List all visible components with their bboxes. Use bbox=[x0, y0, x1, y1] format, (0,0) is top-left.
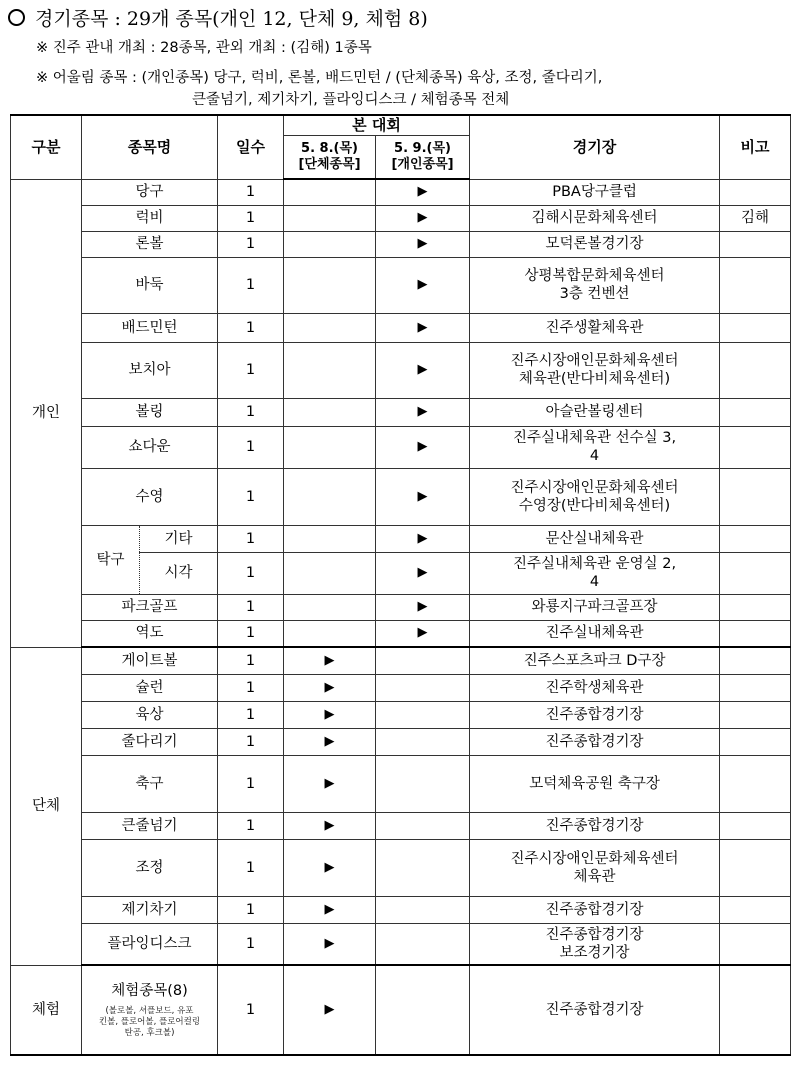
table-row bbox=[11, 812, 791, 839]
day1-cell bbox=[284, 257, 376, 313]
table-row bbox=[11, 468, 791, 525]
table-row bbox=[11, 728, 791, 755]
remark bbox=[720, 231, 791, 257]
remark bbox=[720, 701, 791, 728]
table-row bbox=[11, 205, 791, 231]
remark bbox=[720, 965, 791, 1055]
remark bbox=[720, 525, 791, 552]
experience-detail: 킨볼, 플로어볼, 플로어컬링 bbox=[98, 1016, 201, 1027]
day1-cell bbox=[284, 468, 376, 525]
remark bbox=[720, 468, 791, 525]
header-day1: 5. 8.(목) [단체종목] bbox=[284, 135, 376, 179]
day2-marker: ▶ bbox=[376, 594, 470, 620]
day2-cell bbox=[376, 965, 470, 1055]
event-name: 제기차기 bbox=[82, 896, 218, 923]
day2-marker: ▶ bbox=[376, 525, 470, 552]
event-name: 볼링 bbox=[82, 398, 218, 426]
event-name: 당구 bbox=[82, 179, 218, 205]
event-days: 1 bbox=[218, 701, 284, 728]
header-remark: 비고 bbox=[720, 115, 791, 179]
day2-marker: ▶ bbox=[376, 313, 470, 342]
event-name: 쇼다운 bbox=[82, 426, 218, 468]
group-individual: 개인 bbox=[11, 179, 82, 647]
day1-marker: ▶ bbox=[284, 647, 376, 674]
group-experience: 체험 bbox=[11, 965, 82, 1055]
event-name: 시각 bbox=[140, 552, 218, 594]
day2-cell bbox=[376, 755, 470, 812]
event-name: 조정 bbox=[82, 839, 218, 896]
venue: 진주시장애인문화체육센터 체육관(반다비체육센터) bbox=[470, 342, 720, 398]
venue: 진주종합경기장 bbox=[470, 812, 720, 839]
day2-cell bbox=[376, 896, 470, 923]
table-row bbox=[11, 426, 791, 468]
day2-marker: ▶ bbox=[376, 468, 470, 525]
day1-marker: ▶ bbox=[284, 839, 376, 896]
event-name: 수영 bbox=[82, 468, 218, 525]
day1-cell bbox=[284, 620, 376, 647]
day1-cell bbox=[284, 342, 376, 398]
event-days: 1 bbox=[218, 728, 284, 755]
remark bbox=[720, 552, 791, 594]
header-event: 종목명 bbox=[82, 115, 218, 179]
day2-cell bbox=[376, 812, 470, 839]
remark: 김해 bbox=[720, 205, 791, 231]
table-row bbox=[11, 647, 791, 674]
remark bbox=[720, 728, 791, 755]
header-category: 구분 bbox=[11, 115, 82, 179]
day2-cell bbox=[376, 728, 470, 755]
table-row bbox=[11, 839, 791, 896]
venue: 모덕론볼경기장 bbox=[470, 231, 720, 257]
day1-cell bbox=[284, 231, 376, 257]
remark bbox=[720, 342, 791, 398]
event-name: 바둑 bbox=[82, 257, 218, 313]
day2-cell bbox=[376, 674, 470, 701]
event-days: 1 bbox=[218, 839, 284, 896]
event-days: 1 bbox=[218, 257, 284, 313]
event-days: 1 bbox=[218, 674, 284, 701]
event-days: 1 bbox=[218, 620, 284, 647]
remark bbox=[720, 179, 791, 205]
remark bbox=[720, 647, 791, 674]
note-inclusive-line2: 큰줄넘기, 제기차기, 플라잉디스크 / 체험종목 전체 bbox=[192, 92, 510, 108]
event-days: 1 bbox=[218, 179, 284, 205]
day2-marker: ▶ bbox=[376, 205, 470, 231]
table-row bbox=[11, 674, 791, 701]
day2-cell bbox=[376, 923, 470, 965]
day2-marker: ▶ bbox=[376, 426, 470, 468]
event-days: 1 bbox=[218, 965, 284, 1055]
table-row bbox=[11, 594, 791, 620]
day1-marker: ▶ bbox=[284, 896, 376, 923]
event-name: 럭비 bbox=[82, 205, 218, 231]
venue: 진주실내체육관 선수실 3, 4 bbox=[470, 426, 720, 468]
event-name: 육상 bbox=[82, 701, 218, 728]
event-name: 축구 bbox=[82, 755, 218, 812]
day1-cell bbox=[284, 179, 376, 205]
venue: 진주종합경기장 bbox=[470, 728, 720, 755]
table-row bbox=[11, 398, 791, 426]
day1-cell bbox=[284, 205, 376, 231]
venue: 진주학생체육관 bbox=[470, 674, 720, 701]
day2-marker: ▶ bbox=[376, 620, 470, 647]
table-row bbox=[11, 965, 791, 1055]
event-name: 배드민턴 bbox=[82, 313, 218, 342]
table-row bbox=[11, 701, 791, 728]
event-name: 게이트볼 bbox=[82, 647, 218, 674]
group-table-tennis: 탁구 bbox=[82, 525, 140, 594]
table-row bbox=[11, 525, 791, 552]
event-days: 1 bbox=[218, 552, 284, 594]
group-team: 단체 bbox=[11, 647, 82, 965]
event-name: 큰줄넘기 bbox=[82, 812, 218, 839]
venue: 상평복합문화체육센터 3층 컨벤션 bbox=[470, 257, 720, 313]
day1-cell bbox=[284, 594, 376, 620]
event-days: 1 bbox=[218, 812, 284, 839]
venue: 와룡지구파크골프장 bbox=[470, 594, 720, 620]
table-row bbox=[11, 620, 791, 647]
day2-cell bbox=[376, 839, 470, 896]
event-days: 1 bbox=[218, 755, 284, 812]
event-days: 1 bbox=[218, 313, 284, 342]
day1-marker: ▶ bbox=[284, 728, 376, 755]
event-name: 론볼 bbox=[82, 231, 218, 257]
table-row bbox=[11, 923, 791, 965]
venue: 진주실내체육관 bbox=[470, 620, 720, 647]
venue: 문산실내체육관 bbox=[470, 525, 720, 552]
day2-marker: ▶ bbox=[376, 398, 470, 426]
venue: 진주생활체육관 bbox=[470, 313, 720, 342]
event-days: 1 bbox=[218, 342, 284, 398]
day1-marker: ▶ bbox=[284, 923, 376, 965]
experience-detail: (볼로볼, 셔플보드, 유포 bbox=[105, 1005, 194, 1016]
event-name: 플라잉디스크 bbox=[82, 923, 218, 965]
day1-cell bbox=[284, 525, 376, 552]
day2-marker: ▶ bbox=[376, 231, 470, 257]
header-main: 본 대회 bbox=[284, 115, 470, 135]
title-text: 경기종목 : 29개 종목(개인 12, 단체 9, 체험 8) bbox=[35, 8, 428, 30]
event-name: 보치아 bbox=[82, 342, 218, 398]
day2-cell bbox=[376, 701, 470, 728]
remark bbox=[720, 755, 791, 812]
event-days: 1 bbox=[218, 398, 284, 426]
day1-cell bbox=[284, 398, 376, 426]
note-venue-count: ※ 진주 관내 개최 : 28종목, 관외 개최 : (김해) 1종목 bbox=[36, 40, 372, 56]
table-row bbox=[11, 342, 791, 398]
header-days: 일수 bbox=[218, 115, 284, 179]
experience-detail: 탄공, 후크볼) bbox=[124, 1027, 175, 1038]
table-row bbox=[11, 231, 791, 257]
day2-marker: ▶ bbox=[376, 552, 470, 594]
event-name bbox=[82, 965, 218, 1055]
day1-marker: ▶ bbox=[284, 701, 376, 728]
remark bbox=[720, 812, 791, 839]
remark bbox=[720, 313, 791, 342]
remark bbox=[720, 839, 791, 896]
event-days: 1 bbox=[218, 231, 284, 257]
event-days: 1 bbox=[218, 205, 284, 231]
day2-marker: ▶ bbox=[376, 179, 470, 205]
remark bbox=[720, 426, 791, 468]
remark bbox=[720, 896, 791, 923]
venue: 진주종합경기장 bbox=[470, 896, 720, 923]
remark bbox=[720, 257, 791, 313]
event-days: 1 bbox=[218, 647, 284, 674]
day1-cell bbox=[284, 426, 376, 468]
venue: 진주실내체육관 운영실 2, 4 bbox=[470, 552, 720, 594]
experience-title: 체험종목(8) bbox=[111, 982, 188, 999]
event-days: 1 bbox=[218, 468, 284, 525]
day2-cell bbox=[376, 647, 470, 674]
remark bbox=[720, 594, 791, 620]
day1-cell bbox=[284, 552, 376, 594]
event-days: 1 bbox=[218, 923, 284, 965]
venue: 아슬란볼링센터 bbox=[470, 398, 720, 426]
venue: 진주종합경기장 bbox=[470, 701, 720, 728]
venue: 진주시장애인문화체육센터 수영장(반다비체육센터) bbox=[470, 468, 720, 525]
event-days: 1 bbox=[218, 426, 284, 468]
remark bbox=[720, 620, 791, 647]
event-days: 1 bbox=[218, 896, 284, 923]
remark bbox=[720, 398, 791, 426]
page-title bbox=[8, 4, 428, 31]
events-table bbox=[10, 114, 791, 1056]
event-name: 역도 bbox=[82, 620, 218, 647]
venue: 김해시문화체육센터 bbox=[470, 205, 720, 231]
venue: 진주종합경기장 bbox=[470, 965, 720, 1055]
header-day2: 5. 9.(목) [개인종목] bbox=[376, 135, 470, 179]
table-row bbox=[11, 755, 791, 812]
remark bbox=[720, 923, 791, 965]
table-row bbox=[11, 313, 791, 342]
day1-marker: ▶ bbox=[284, 755, 376, 812]
event-name: 줄다리기 bbox=[82, 728, 218, 755]
event-days: 1 bbox=[218, 525, 284, 552]
venue: 진주스포츠파크 D구장 bbox=[470, 647, 720, 674]
table-row bbox=[11, 179, 791, 205]
day1-marker: ▶ bbox=[284, 965, 376, 1055]
venue: 진주종합경기장 보조경기장 bbox=[470, 923, 720, 965]
table-row bbox=[11, 896, 791, 923]
day2-marker: ▶ bbox=[376, 342, 470, 398]
venue: 진주시장애인문화체육센터 체육관 bbox=[470, 839, 720, 896]
venue: PBA당구클럽 bbox=[470, 179, 720, 205]
circle-bullet-icon bbox=[8, 9, 25, 26]
remark bbox=[720, 674, 791, 701]
day1-marker: ▶ bbox=[284, 674, 376, 701]
event-name: 파크골프 bbox=[82, 594, 218, 620]
table-row bbox=[11, 257, 791, 313]
event-days: 1 bbox=[218, 594, 284, 620]
day1-cell bbox=[284, 313, 376, 342]
venue: 모덕체육공원 축구장 bbox=[470, 755, 720, 812]
event-name: 슐런 bbox=[82, 674, 218, 701]
day2-marker: ▶ bbox=[376, 257, 470, 313]
event-name: 기타 bbox=[140, 525, 218, 552]
day1-marker: ▶ bbox=[284, 812, 376, 839]
header-venue: 경기장 bbox=[470, 115, 720, 179]
note-inclusive-line1: ※ 어울림 종목 : (개인종목) 당구, 럭비, 론볼, 배드민턴 / (단체종목) 육상, 조정, 줄다리기, bbox=[36, 70, 603, 86]
